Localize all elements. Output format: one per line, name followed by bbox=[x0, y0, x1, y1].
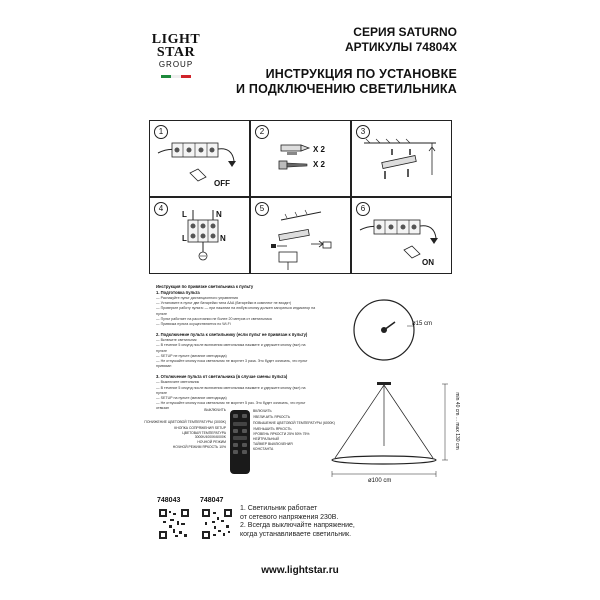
remote-label-right: ВКЛЮЧИТЬ bbox=[253, 409, 272, 413]
logo-line-2: STAR bbox=[156, 45, 196, 60]
step-number: 4 bbox=[154, 202, 168, 216]
section-1-line: — Привязка пульта осуществляется по Wi-Fi bbox=[156, 322, 231, 327]
ring-diameter-label: ø100 cm bbox=[368, 478, 392, 484]
section-2-title: 2. Подключение пульта к светильнику (если пульт не привязан к пульту) bbox=[156, 332, 308, 338]
section-3-line: — Выключите светильник bbox=[156, 380, 200, 385]
step-4-panel bbox=[149, 197, 250, 274]
section-1-title: 1. Подготовка пульта bbox=[156, 290, 200, 295]
series-name: СЕРИЯ SATURNO bbox=[353, 25, 457, 39]
italian-flag-icon bbox=[161, 75, 191, 78]
document-title bbox=[236, 67, 457, 97]
title-line-2: И ПОДКЛЮЧЕНИЮ СВЕТИЛЬНИКА bbox=[236, 82, 457, 96]
safety-notes bbox=[240, 505, 355, 539]
screw-count: X 2 bbox=[313, 160, 326, 169]
step-number: 6 bbox=[356, 202, 370, 216]
installation-steps bbox=[149, 120, 452, 274]
remote-label-left: НОЧНОЙ РЕЖИМ ЯРКОСТЬ 10% bbox=[172, 445, 226, 449]
logo-line-1: LIGHT bbox=[151, 32, 201, 47]
wire-label-l: L bbox=[182, 210, 187, 219]
article-numbers: АРТИКУЛЫ 74804X bbox=[345, 40, 457, 54]
section-1-line: — Пульт работает на расстоянии не более 20 метров от светильника bbox=[156, 316, 272, 321]
instructions-heading: Инструкция по привязке светильника к пульту bbox=[156, 284, 254, 289]
step-number: 2 bbox=[255, 125, 269, 139]
remote-label-right: ТАЙМЕР ВЫКЛЮЧЕНИЯ bbox=[253, 442, 293, 446]
pendant-drawing bbox=[149, 278, 452, 493]
section-3-title: 3. Отключение пульта от светильника (в случае смены пульта) bbox=[156, 374, 288, 380]
note-line: 2. Всегда выключайте напряжение, bbox=[240, 522, 355, 530]
remote-label-left: ВЫКЛЮЧИТЬ bbox=[204, 408, 226, 412]
section-2-line: — SETUP не пульте (мигание светодиода) bbox=[156, 353, 227, 358]
section-1-line: — Проверьте работу пульта: — при нажатии на любую кнопку должен загораться индикатор на пульте bbox=[156, 306, 316, 316]
step-1-panel bbox=[149, 120, 250, 197]
note-line: когда устанавливаете светильник. bbox=[240, 530, 352, 538]
remote-label-left: ПОНИЖЕНИЕ ЦВЕТОВОЙ ТЕМПЕРАТУРЫ (3000K) bbox=[144, 420, 226, 424]
wire-label-l: L bbox=[182, 234, 187, 243]
remote-label-left: 3000K/4000K/6000K bbox=[194, 435, 226, 439]
section-2-line: — Не отпускайте кнопку пока светильник не моргнет 3 раза. Это будет означать, что пульт привязан bbox=[156, 359, 308, 369]
logo-line-3: GROUP bbox=[158, 60, 194, 69]
step-6-panel bbox=[351, 197, 452, 274]
article-code: 748043 bbox=[157, 497, 181, 504]
step-number: 3 bbox=[356, 125, 370, 139]
qr-code-icon[interactable] bbox=[159, 509, 189, 539]
step-number: 1 bbox=[154, 125, 168, 139]
step-2-panel bbox=[250, 120, 351, 197]
remote-label-right: УВЕЛИЧИТЬ ЯРКОСТЬ bbox=[253, 415, 291, 419]
remote-label-right: ПОВЫШЕНИЕ ЦВЕТОВОЙ ТЕМПЕРАТУРЫ (6000K) bbox=[253, 421, 335, 425]
wire-label-n: N bbox=[220, 234, 226, 243]
section-2-line: — Включите светильник bbox=[156, 338, 197, 343]
section-1-line: — Установите в пульт две батарейки типа AAA (батарейки в комплект не входят) bbox=[156, 301, 292, 306]
remote-label-left: ЦВЕТОВАЯ ТЕМПЕРАТУРА bbox=[182, 431, 226, 435]
article-code: 748047 bbox=[200, 497, 224, 504]
off-label: OFF bbox=[214, 179, 230, 188]
note-line: 1. Светильник работает bbox=[240, 505, 318, 512]
section-2-line: — В течение 5 секунд после включения светильника нажмите и удержите кнопку (вкл) на пульте bbox=[156, 343, 306, 353]
remote-label-right: НЕЙТРАЛЬНЫЙ bbox=[253, 437, 279, 441]
step-number: 5 bbox=[255, 202, 269, 216]
anchor-count: X 2 bbox=[313, 145, 326, 154]
section-1-line: — Распакуйте пульт дистанционного управления bbox=[156, 296, 238, 300]
brand-logo bbox=[150, 33, 202, 69]
section-3-line: — В течение 5 секунд после включения светильника нажмите и удержите кнопку (вкл) на пульте bbox=[156, 385, 306, 395]
remote-label-right: КОНСТАНТА bbox=[253, 447, 274, 451]
remote-and-dimensions-panel bbox=[144, 278, 460, 493]
height-range-label: min 40 cm ... max 130 cm bbox=[454, 392, 460, 450]
section-3-line: — SETUP на пульте (мигание светодиода) bbox=[156, 396, 227, 401]
qr-code-icon[interactable] bbox=[202, 509, 232, 539]
tube-diameter-label: ø15 cm bbox=[412, 321, 433, 327]
on-label: ON bbox=[422, 258, 434, 267]
title-line-1: ИНСТРУКЦИЯ ПО УСТАНОВКЕ bbox=[265, 67, 457, 81]
section-3-line: — Не отпускайте кнопку пока светильник не моргнет 5 раз. Это будет означать, что пульт отвязан bbox=[156, 401, 306, 411]
remote-label-right: УРОВЕНЬ ЯРКОСТИ 25% 50% 75% bbox=[253, 432, 310, 436]
remote-label-left: НОЧНОЙ РЕЖИМ bbox=[197, 440, 226, 444]
series-block bbox=[345, 25, 457, 55]
note-line: от сетевого напряжения 230В. bbox=[240, 513, 339, 521]
step-5-panel bbox=[250, 197, 351, 274]
website-link[interactable]: www.lightstar.ru bbox=[261, 565, 339, 576]
remote-label-right: УМЕНЬШИТЬ ЯРКОСТЬ bbox=[253, 427, 292, 431]
step-3-panel bbox=[351, 120, 452, 197]
remote-label-left: КНОПКА СОПРЯЖЕНИЯ SETUP bbox=[174, 426, 226, 430]
wire-label-n: N bbox=[216, 210, 222, 219]
